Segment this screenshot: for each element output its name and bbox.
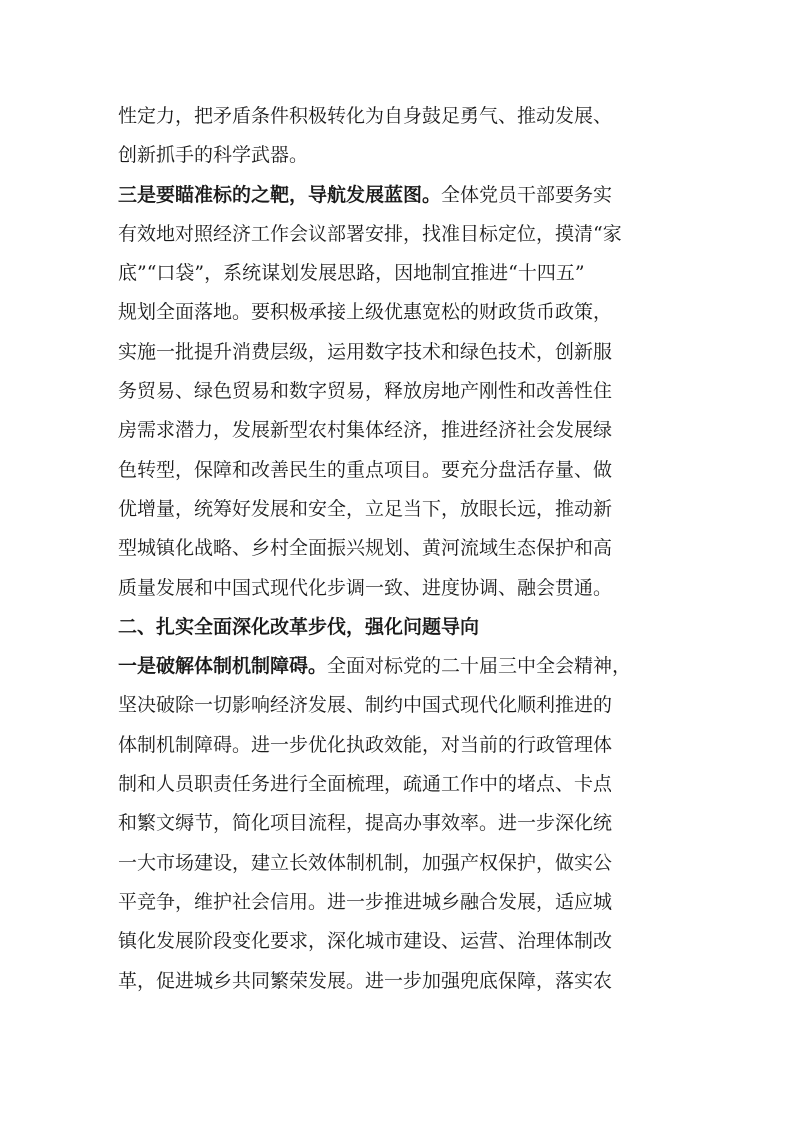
paragraph-line <box>118 922 686 961</box>
paragraph-line <box>118 490 686 529</box>
body-text: 全面对标党的二十届三中全会精神， <box>327 655 632 678</box>
body-text: 全体党员干部要务实 <box>441 183 613 206</box>
body-text: 规划全面落地。要积极承接上级优惠宽松的财政货币政策， <box>118 301 613 324</box>
paragraph-line <box>118 883 686 922</box>
body-text: 坚决破除一切影响经济发展、制约中国式现代化顺利推进的 <box>118 694 613 717</box>
bold-lead-phrase: 一是破解体制机制障碍。 <box>118 655 328 678</box>
paragraph-line <box>118 372 686 411</box>
paragraph-line <box>118 529 686 568</box>
body-text: 性定力，把矛盾条件积极转化为自身鼓足勇气、推动发展、 <box>118 105 613 127</box>
paragraph-line <box>118 97 686 136</box>
paragraph-line <box>118 411 686 450</box>
body-text: 和繁文缛节，简化项目流程，提高办事效率。进一步深化统 <box>118 812 613 835</box>
paragraph-line <box>118 765 686 804</box>
body-text: 平竞争，维护社会信用。进一步推进城乡融合发展，适应城 <box>118 890 613 913</box>
body-text: 镇化发展阶段变化要求，深化城市建设、运营、治理体制改 <box>118 930 613 953</box>
paragraph-line <box>118 804 686 843</box>
paragraph-line <box>118 686 686 725</box>
paragraph-line <box>118 962 686 1001</box>
body-text: 房需求潜力，发展新型农村集体经济，推进经济社会发展绿 <box>118 419 613 442</box>
body-text: 务贸易、绿色贸易和数字贸易，释放房地产刚性和改善性住 <box>118 380 613 403</box>
body-text: 制和人员职责任务进行全面梳理，疏通工作中的堵点、卡点 <box>118 773 613 796</box>
paragraph-line <box>118 451 686 490</box>
body-text: 质量发展和中国式现代化步调一致、进度协调、融会贯通。 <box>118 576 613 599</box>
body-text: 革，促进城乡共同繁荣发展。进一步加强兜底保障，落实农 <box>118 969 613 992</box>
body-text: 底”“口袋”，系统谋划发展思路，因地制宜推进“十四五” <box>118 262 585 285</box>
paragraph-line <box>118 176 686 215</box>
paragraph-line <box>118 844 686 883</box>
paragraph-line <box>118 293 686 332</box>
body-text: 创新抓手的科学武器。 <box>118 144 309 167</box>
body-text: 一大市场建设，建立长效体制机制，加强产权保护，做实公 <box>118 851 613 874</box>
bold-lead-phrase: 三是要瞄准标的之靶，导航发展蓝图。 <box>118 183 442 206</box>
body-text: 体制机制障碍。进一步优化执政效能，对当前的行政管理体 <box>118 733 613 756</box>
paragraph-line <box>118 215 686 254</box>
paragraph-line <box>118 333 686 372</box>
body-text: 有效地对照经济工作会议部署安排，找准目标定位，摸清“家 <box>118 222 622 245</box>
section-heading <box>118 608 686 647</box>
paragraph-line <box>118 569 686 608</box>
body-text: 型城镇化战略、乡村全面振兴规划、黄河流域生态保护和高 <box>118 537 613 560</box>
body-text: 优增量，统筹好发展和安全，立足当下，放眼长远，推动新 <box>118 497 613 520</box>
body-text: 色转型，保障和改善民生的重点项目。要充分盘活存量、做 <box>118 458 613 481</box>
paragraph-line <box>118 726 686 765</box>
body-text: 实施一批提升消费层级，运用数字技术和绿色技术，创新服 <box>118 340 613 363</box>
heading-text: 二、扎实全面深化改革步伐，强化问题导向 <box>118 615 480 638</box>
paragraph-line <box>118 647 686 686</box>
document-body <box>118 97 686 1001</box>
paragraph-line <box>118 254 686 293</box>
paragraph-line <box>118 136 686 175</box>
